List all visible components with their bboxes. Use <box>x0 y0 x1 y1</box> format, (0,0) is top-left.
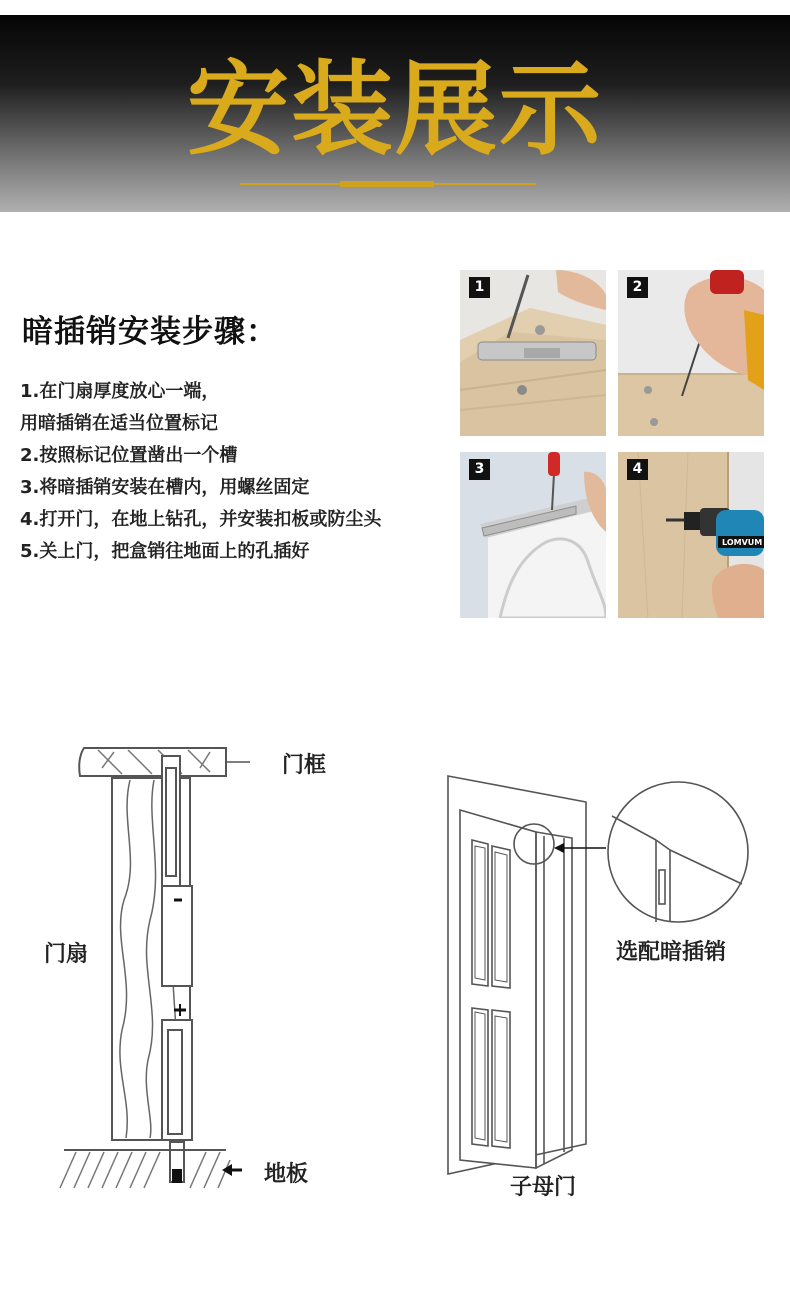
photo-number-badge: 3 <box>469 459 490 480</box>
install-photo-1 <box>460 270 606 436</box>
step-line: 5.关上门，把盒销往地面上的孔插好 <box>20 541 310 562</box>
steps-heading: 暗插销安装步骤： <box>22 314 278 350</box>
step-line: 1.在门扇厚度放心一端， <box>20 381 220 402</box>
photo-number-badge: 2 <box>627 277 648 298</box>
step-line: 用暗插销在适当位置标记 <box>20 413 218 434</box>
banner-divider-accent <box>340 181 434 187</box>
drill-brand-text: LOMVUM <box>722 538 763 547</box>
photo-number-badge: 1 <box>469 277 490 298</box>
step-line: 4.打开门，在地上钻孔，并安装扣板或防尘头 <box>20 509 382 530</box>
floor-label: 地板 <box>264 1162 309 1187</box>
photo-number-badge: 4 <box>627 459 648 480</box>
door-frame-label: 门框 <box>282 753 327 778</box>
optional-bolt-label: 选配暗插销 <box>616 940 727 965</box>
install-photo-3 <box>460 452 606 618</box>
door-leaf-label: 门扇 <box>44 942 89 967</box>
banner-title: 安装展示 <box>187 51 603 170</box>
double-door-diagram <box>440 772 760 1182</box>
door-bolt-diagram <box>50 740 250 1200</box>
steps-list <box>20 376 381 568</box>
header-banner <box>0 15 790 212</box>
step-line: 3.将暗插销安装在槽内，用螺丝固定 <box>20 477 310 498</box>
install-photo-2 <box>618 270 764 436</box>
step-line: 2.按照标记位置凿出一个槽 <box>20 445 238 466</box>
install-photo-4 <box>618 452 764 618</box>
double-door-label: 子母门 <box>510 1175 577 1200</box>
